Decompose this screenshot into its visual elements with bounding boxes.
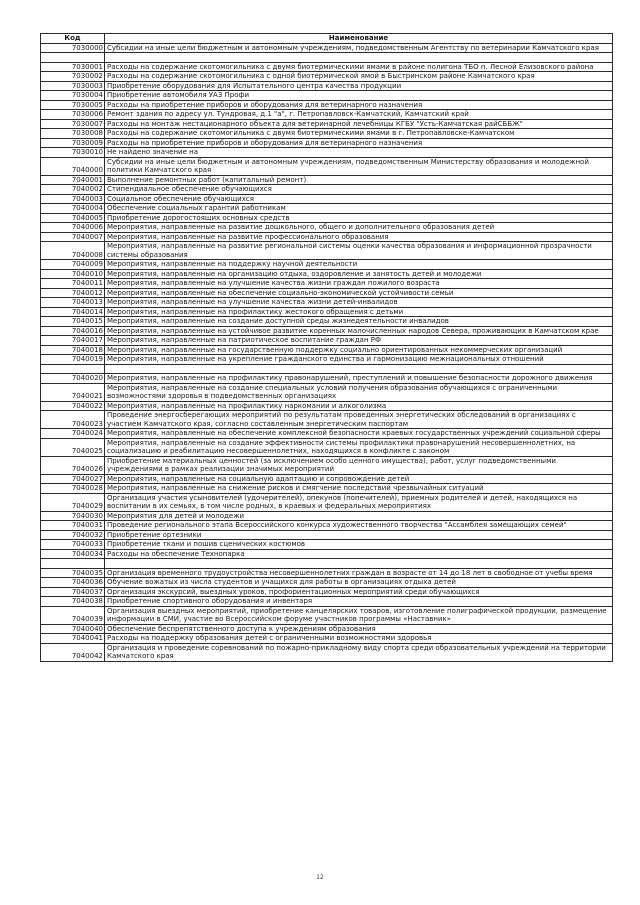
table-row (41, 81, 613, 91)
table-row (41, 456, 613, 474)
table-row (41, 336, 613, 346)
table-row (41, 383, 613, 401)
table-row (41, 204, 613, 214)
table-row (41, 298, 613, 308)
row-name: Мероприятия, направленные на социальную адаптацию и сопровождение детей (105, 474, 613, 484)
table-row (41, 438, 613, 456)
row-code (41, 559, 105, 569)
row-code: 7040003 (41, 194, 105, 204)
row-code: 7040027 (41, 474, 105, 484)
row-name: Мероприятия, направленные на патриотическое воспитание граждан РФ (105, 336, 613, 346)
row-name: Стипендиальное обеспечение обучающихся (105, 185, 613, 195)
row-name: Мероприятия, направленные на организацию отдыха, оздоровление и занятость детей и молодежи (105, 269, 613, 279)
row-code: 7040029 (41, 493, 105, 511)
row-name: Обучение вожатых из числа студентов и учащихся для работы в организациях отдыха детей (105, 578, 613, 588)
table-row (41, 223, 613, 233)
table-row (41, 269, 613, 279)
row-name (105, 559, 613, 569)
table-row (41, 606, 613, 624)
table-row (41, 110, 613, 120)
row-name: Мероприятия, направленные на создание специальных условий получения образования обучающихся с ограниченными возможностями здоровья в подведомственных организациях (105, 383, 613, 401)
row-code: 7040012 (41, 288, 105, 298)
row-code: 7030004 (41, 91, 105, 101)
row-name: Организация экскурсий, выездных уроков, профориентационных мероприятий среди обучающихся (105, 587, 613, 597)
table-row (41, 643, 613, 661)
table-row (41, 511, 613, 521)
row-code: 7030010 (41, 148, 105, 158)
table-body (41, 43, 613, 661)
row-name: Ремонт здания по адресу ул. Тундровая, д.1 "а", г. Петропавловск-Камчатский, Камчатский край (105, 110, 613, 120)
row-code: 7030006 (41, 110, 105, 120)
row-code: 7040016 (41, 326, 105, 336)
row-name: Организация участия усыновителей (удочерителей), опекунов (попечителей), приемных родителей и детей, находящихся на воспитании в их семьях, в том числе родных, в краевых и федеральных мероприятиях (105, 493, 613, 511)
row-name: Мероприятия, направленные на профилактику жестокого обращения с детьми (105, 307, 613, 317)
row-code: 7030000 (41, 43, 105, 53)
row-name: Мероприятия, направленные на улучшение качества жизни граждан пожилого возраста (105, 279, 613, 289)
row-code: 7030007 (41, 119, 105, 129)
table-row (41, 317, 613, 327)
row-name: Мероприятия, направленные на снижение рисков и смягчение последствий чрезвычайных ситуаций (105, 484, 613, 494)
row-name: Приобретение оборудования для Испытательного центра качества продукции (105, 81, 613, 91)
row-name: Мероприятия, направленные на устойчивое развитие коренных малочисленных народов Севера, проживающих в Камчатском крае (105, 326, 613, 336)
row-code: 7040005 (41, 213, 105, 223)
row-code: 7040028 (41, 484, 105, 494)
table-row (41, 374, 613, 384)
row-code: 7040004 (41, 204, 105, 214)
row-name: Мероприятия, направленные на развитие профессионального образования (105, 232, 613, 242)
table-row (41, 43, 613, 53)
table-row (41, 493, 613, 511)
row-name: Мероприятия, направленные на профилактику правонарушений, преступлений и повышение безопасности дорожного движения (105, 374, 613, 384)
row-code: 7040024 (41, 429, 105, 439)
table-row (41, 279, 613, 289)
row-name (105, 364, 613, 374)
table-row (41, 559, 613, 569)
header-name: Наименование (105, 34, 613, 44)
row-name: Мероприятия, направленные на создание доступной среды жизнедеятельности инвалидов (105, 317, 613, 327)
row-name: Расходы на поддержку образования детей с ограниченными возможностями здоровья (105, 634, 613, 644)
table-row (41, 213, 613, 223)
row-code: 7040018 (41, 345, 105, 355)
row-name: Мероприятия, направленные на создание эффективности системы профилактики правонарушений несовершеннолетних, на социализацию и реабилитацию несовершеннолетних, находящихся в конфликте с законом (105, 438, 613, 456)
row-name: Мероприятия, направленные на укрепление гражданского единства и гармонизацию межнациональных отношений (105, 355, 613, 365)
row-code: 7030005 (41, 100, 105, 110)
row-code: 7040011 (41, 279, 105, 289)
table-row (41, 521, 613, 531)
table-row (41, 474, 613, 484)
table-row (41, 260, 613, 270)
page-number: 12 (316, 874, 324, 881)
row-code: 7040002 (41, 185, 105, 195)
table-row (41, 91, 613, 101)
row-name: Мероприятия для детей и молодежи (105, 511, 613, 521)
table-row (41, 411, 613, 429)
row-name: Мероприятия, направленные на государственную поддержку социально ориентированных некоммерческих организаций (105, 345, 613, 355)
row-name (105, 53, 613, 63)
row-name: Приобретение дорогостоящих основных средств (105, 213, 613, 223)
table-row (41, 484, 613, 494)
row-name: Расходы на обеспечение Технопарка (105, 549, 613, 559)
row-code: 7040036 (41, 578, 105, 588)
header-code: Код (41, 34, 105, 44)
row-name: Субсидии на иные цели бюджетным и автономным учреждениям, подведомственным Агентству по ветеринарии Камчатского края (105, 43, 613, 53)
table-row (41, 568, 613, 578)
row-name: Расходы на содержание скотомогильника с двумя биотермическими ямами в г. Петропавловске-Камчатском (105, 129, 613, 139)
row-name: Расходы на содержание скотомогильника с одной биотермической ямой в Быстринском районе Камчатского края (105, 72, 613, 82)
row-code: 7040042 (41, 643, 105, 661)
table-row (41, 232, 613, 242)
row-code: 7040038 (41, 597, 105, 607)
row-name: Мероприятия, направленные на развитие дошкольного, общего и дополнительного образования детей (105, 223, 613, 233)
row-code: 7040017 (41, 336, 105, 346)
row-name: Приобретение спортивного оборудования и инвентаря (105, 597, 613, 607)
row-name: Организация выездных мероприятий, приобретение канцелярских товаров, изготовление полиграфической продукции, размещение информации в СМИ, участие во Всероссийском форуме участников программы «Наставник» (105, 606, 613, 624)
row-name: Организация и проведение соревнований по пожарно-прикладному виду спорта среди образовательных учреждений на территории Камчатского края (105, 643, 613, 661)
table-row (41, 634, 613, 644)
row-code: 7040030 (41, 511, 105, 521)
table-row (41, 345, 613, 355)
row-code: 7040032 (41, 530, 105, 540)
table-header-row (41, 34, 613, 44)
row-name: Мероприятия, направленные на развитие региональной системы оценки качества образования и информационной прозрачности системы образования (105, 242, 613, 260)
row-code: 7040039 (41, 606, 105, 624)
row-name: Мероприятия, направленные на поддержку научной деятельности (105, 260, 613, 270)
table-row (41, 100, 613, 110)
row-code: 7040015 (41, 317, 105, 327)
row-name: Мероприятия, направленные на обеспечение социально-экономической устойчивости семьи (105, 288, 613, 298)
table-row (41, 587, 613, 597)
table-row (41, 401, 613, 411)
table-row (41, 429, 613, 439)
row-code: 7040022 (41, 401, 105, 411)
row-code: 7040006 (41, 223, 105, 233)
row-name: Расходы на приобретение приборов и оборудования для ветеринарного назначения (105, 100, 613, 110)
row-name: Субсидии на иные цели бюджетным и автономным учреждениям, подведомственным Министерству образования и молодежной политики Камчатского края (105, 157, 613, 175)
table-row (41, 62, 613, 72)
row-name: Расходы на монтаж нестационарного объекта для ветеринарной лечебницы КГБУ "Усть-Камчатская райСББЖ" (105, 119, 613, 129)
row-code: 7040025 (41, 438, 105, 456)
row-code: 7040020 (41, 374, 105, 384)
table-row (41, 530, 613, 540)
table-row (41, 597, 613, 607)
row-name: Не найдено значение на (105, 148, 613, 158)
row-code: 7040026 (41, 456, 105, 474)
row-code: 7030003 (41, 81, 105, 91)
table-row (41, 624, 613, 634)
row-code: 7030009 (41, 138, 105, 148)
row-name: Проведение энергосберегающих мероприятий по результатам проведенных энергетических обследований в организациях с участием Камчатского края, согласно составленным энергетическим паспортам (105, 411, 613, 429)
table-row (41, 549, 613, 559)
table-row (41, 53, 613, 63)
row-code: 7030008 (41, 129, 105, 139)
table-row (41, 288, 613, 298)
row-name: Приобретение автомобиля УАЗ Профи (105, 91, 613, 101)
row-code: 7040019 (41, 355, 105, 365)
table-row (41, 185, 613, 195)
row-name: Выполнение ремонтных работ (капитальный ремонт) (105, 175, 613, 185)
row-code: 7030001 (41, 62, 105, 72)
table-row (41, 578, 613, 588)
row-code: 7040013 (41, 298, 105, 308)
row-name: Мероприятия, направленные на профилактику наркомании и алкоголизма (105, 401, 613, 411)
table-row (41, 72, 613, 82)
row-code: 7030002 (41, 72, 105, 82)
row-name: Обеспечение беспрепятственного доступа к учреждениям образования (105, 624, 613, 634)
table-row (41, 129, 613, 139)
row-code (41, 364, 105, 374)
row-name: Расходы на содержание скотомогильника с двумя биотермическими ямами в районе полигона ТБО п. Лесной Елизовского района (105, 62, 613, 72)
row-code: 7040023 (41, 411, 105, 429)
row-name: Обеспечение социальных гарантий работникам (105, 204, 613, 214)
table-row (41, 326, 613, 336)
table-row (41, 364, 613, 374)
row-code: 7040037 (41, 587, 105, 597)
row-code: 7040035 (41, 568, 105, 578)
row-code: 7040034 (41, 549, 105, 559)
row-name: Мероприятия, направленные на обеспечение комплексной безопасности краевых государственных учреждений социальной сферы (105, 429, 613, 439)
row-code: 7040010 (41, 269, 105, 279)
table-row (41, 157, 613, 175)
row-code: 7040001 (41, 175, 105, 185)
row-name: Приобретение материальных ценностей (за исключением особо ценного имущества), работ, услуг подведомственными учреждениями в рамках реализации значимых мероприятий (105, 456, 613, 474)
row-name: Социальное обеспечение обучающихся (105, 194, 613, 204)
row-code (41, 53, 105, 63)
row-name: Приобретение ткани и пошив сценических костюмов (105, 540, 613, 550)
row-code: 7040033 (41, 540, 105, 550)
table-row (41, 242, 613, 260)
row-code: 7040040 (41, 624, 105, 634)
table-row (41, 307, 613, 317)
table-row (41, 355, 613, 365)
row-code: 7040008 (41, 242, 105, 260)
row-code: 7040021 (41, 383, 105, 401)
row-code: 7040041 (41, 634, 105, 644)
row-code: 7040000 (41, 157, 105, 175)
row-name: Расходы на приобретение приборов и оборудования для ветеринарного назначения (105, 138, 613, 148)
row-name: Проведение регионального этапа Всероссийского конкурса художественного творчества "Ассамблея замещающих семей" (105, 521, 613, 531)
row-name: Организация временного трудоустройства несовершеннолетних граждан в возрасте от 14 до 18 лет в свободное от учебы время (105, 568, 613, 578)
row-code: 7040009 (41, 260, 105, 270)
row-name: Мероприятия, направленные на улучшение качества жизни детей-инвалидов (105, 298, 613, 308)
row-code: 7040031 (41, 521, 105, 531)
row-name: Приобретение ортезники (105, 530, 613, 540)
table-row (41, 148, 613, 158)
row-code: 7040014 (41, 307, 105, 317)
table-row (41, 175, 613, 185)
table-row (41, 138, 613, 148)
table-row (41, 119, 613, 129)
row-code: 7040007 (41, 232, 105, 242)
table-row (41, 194, 613, 204)
table-row (41, 540, 613, 550)
budget-codes-table (40, 33, 613, 662)
